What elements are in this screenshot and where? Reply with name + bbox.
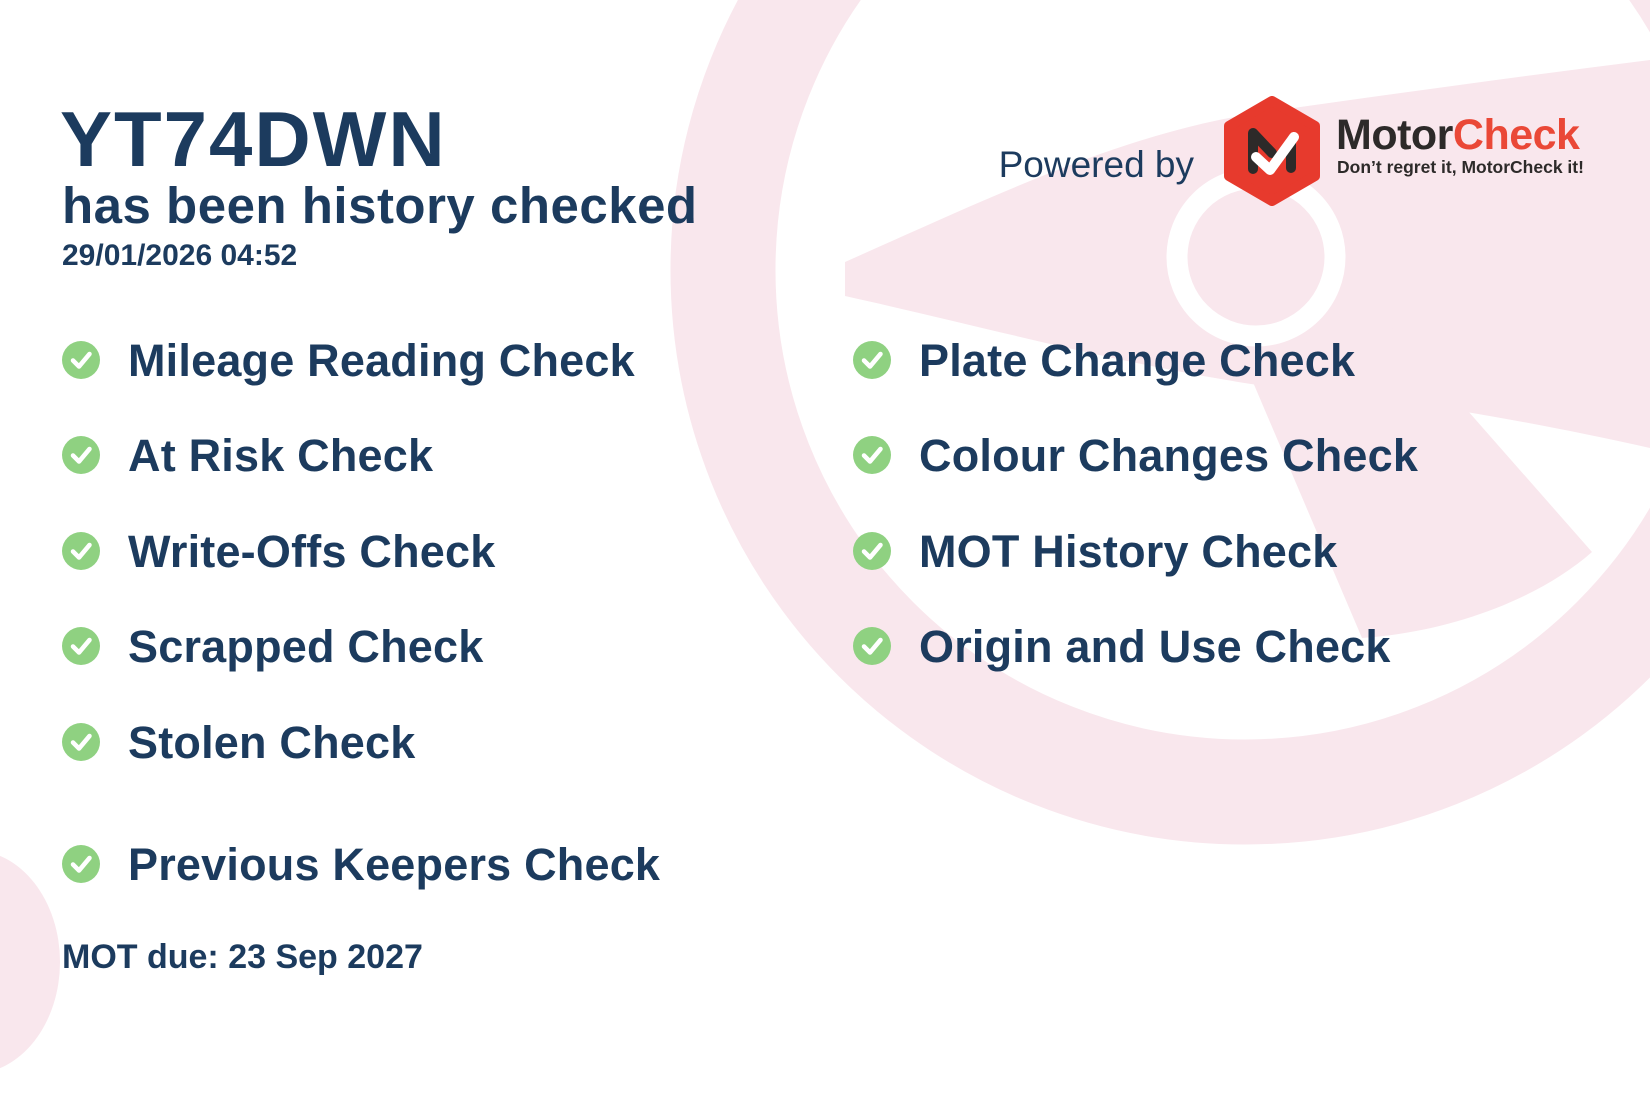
brand-motor: Motor bbox=[1336, 111, 1453, 159]
brand-check: Check bbox=[1452, 111, 1580, 159]
brand-tagline: Don’t regret it, MotorCheck it! bbox=[1337, 157, 1584, 177]
check-label: Scrapped Check bbox=[128, 620, 484, 672]
check-item-origin-use bbox=[853, 620, 1391, 672]
check-label: Write-Offs Check bbox=[128, 525, 496, 577]
powered-by-label: Powered by bbox=[998, 144, 1194, 185]
tick-icon bbox=[62, 341, 100, 379]
check-label: Stolen Check bbox=[128, 716, 416, 768]
check-item-mileage-reading bbox=[62, 334, 635, 386]
tick-icon bbox=[62, 845, 100, 883]
check-item-colour-changes bbox=[853, 429, 1419, 481]
check-label: Origin and Use Check bbox=[919, 620, 1391, 672]
check-label: Previous Keepers Check bbox=[128, 838, 661, 890]
tick-icon bbox=[62, 723, 100, 761]
check-item-previous-keepers bbox=[62, 838, 661, 890]
tick-icon bbox=[62, 436, 100, 474]
check-item-at-risk bbox=[62, 429, 434, 481]
check-label: Plate Change Check bbox=[919, 334, 1356, 386]
tick-icon bbox=[853, 341, 891, 379]
check-label: MOT History Check bbox=[919, 525, 1338, 577]
registration-plate: YT74DWN bbox=[60, 95, 447, 183]
tick-icon bbox=[62, 532, 100, 570]
check-label: Mileage Reading Check bbox=[128, 334, 635, 386]
tick-icon bbox=[853, 532, 891, 570]
check-item-stolen bbox=[62, 716, 416, 768]
check-timestamp: 29/01/2026 04:52 bbox=[62, 239, 298, 272]
check-item-write-offs bbox=[62, 525, 496, 577]
mot-due-date: MOT due: 23 Sep 2027 bbox=[62, 938, 423, 976]
tick-icon bbox=[853, 436, 891, 474]
check-item-plate-change bbox=[853, 334, 1356, 386]
check-label: Colour Changes Check bbox=[919, 429, 1419, 481]
subtitle: has been history checked bbox=[62, 177, 698, 234]
brand-name bbox=[1336, 111, 1580, 159]
tick-icon bbox=[853, 627, 891, 665]
check-label: At Risk Check bbox=[128, 429, 434, 481]
check-item-scrapped bbox=[62, 620, 484, 672]
check-item-mot-history bbox=[853, 525, 1338, 577]
tick-icon bbox=[62, 627, 100, 665]
motorcheck-logo-icon bbox=[1222, 96, 1322, 206]
